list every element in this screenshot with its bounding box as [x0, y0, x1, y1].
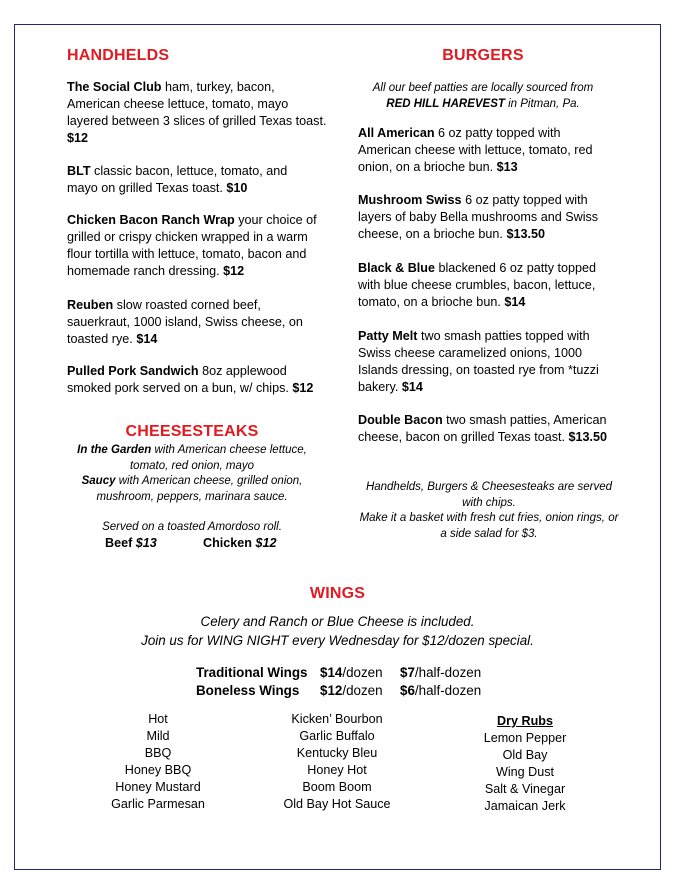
- flavor-item: Kentucky Bleu: [296, 746, 378, 760]
- menu-item-chicken-wrap: [67, 212, 317, 280]
- item-price: $12: [292, 381, 314, 395]
- flavor-item: Boom Boom: [302, 780, 372, 794]
- intro-rest: in Pitman, Pa.: [504, 97, 580, 110]
- chicken-label: Chicken: [203, 536, 256, 550]
- item-price: $14: [504, 295, 526, 309]
- flavor-column-1: [83, 711, 233, 813]
- half-price: $6: [400, 683, 415, 698]
- saucy-desc: with American cheese, grilled onion, mushroom, peppers, marinara sauce.: [96, 475, 303, 503]
- item-price: $10: [226, 181, 248, 195]
- menu-item-pulled-pork: [67, 363, 325, 397]
- chicken-price: $12: [255, 536, 277, 550]
- menu-item-social-club: [67, 79, 329, 147]
- item-price: $12: [67, 131, 89, 145]
- flavor-item: Honey Mustard: [115, 780, 201, 794]
- dozen-price: $12: [320, 683, 343, 698]
- item-desc: your choice of grilled or crispy chicken wrapped in a warm flour tortilla with lettuce, tomato, bacon and homemade ranch dressing.: [67, 213, 317, 278]
- item-desc: 6 oz patty topped with layers of baby Bella mushrooms and Swiss cheese, on a brioche bun.: [358, 193, 599, 241]
- garden-option: [67, 443, 317, 474]
- flavor-column-2: [262, 711, 412, 813]
- item-name: All American: [358, 126, 435, 140]
- menu-item-reuben: [67, 297, 319, 348]
- intro-line: All our beef patties are locally sourced from: [372, 82, 594, 94]
- dry-rubs-heading: Dry Rubs: [497, 714, 553, 728]
- half-unit: /half-dozen: [414, 665, 482, 680]
- boneless-wings-row: [196, 683, 299, 698]
- half-price: $7: [400, 665, 415, 680]
- item-desc: 6 oz patty topped with American cheese with lettuce, tomato, red onion, on a brioche bun.: [358, 126, 593, 174]
- cheesesteaks-title: CHEESESTEAKS: [125, 423, 259, 440]
- flavor-item: Honey BBQ: [124, 763, 192, 777]
- flavor-item: Lemon Pepper: [483, 731, 567, 745]
- item-price: $14: [401, 380, 423, 394]
- item-desc: classic bacon, lettuce, tomato, and mayo on grilled Texas toast.: [67, 164, 288, 195]
- menu-item-mushroom-swiss: [358, 192, 610, 243]
- handhelds-title: HANDHELDS: [67, 47, 170, 64]
- flavor-item: Mild: [146, 729, 170, 743]
- wing-type: Traditional Wings: [196, 665, 308, 680]
- item-name: BLT: [67, 164, 91, 178]
- saucy-name: Saucy: [81, 475, 116, 487]
- half-unit: /half-dozen: [414, 683, 482, 698]
- boneless-dozen: [320, 683, 383, 698]
- item-desc: slow roasted corned beef, sauerkraut, 1000 island, Swiss cheese, on toasted rye.: [67, 298, 303, 346]
- flavor-item: Garlic Parmesan: [111, 797, 205, 811]
- flavor-item: Jamaican Jerk: [484, 799, 566, 813]
- traditional-half: [400, 665, 481, 680]
- wings-title: WINGS: [309, 585, 366, 602]
- item-name: Patty Melt: [358, 329, 418, 343]
- dozen-price: $14: [320, 665, 343, 680]
- item-name: The Social Club: [67, 80, 162, 94]
- item-desc: two smash patties topped with Swiss cheese caramelized onions, 1000 Islands dressing, on toasted rye from *tuzzi bakery.: [358, 329, 599, 394]
- traditional-wings-row: [196, 665, 307, 680]
- traditional-dozen: [320, 665, 383, 680]
- garden-desc: with American cheese lettuce, tomato, red onion, mayo: [129, 444, 307, 472]
- served-with-note: [358, 480, 620, 542]
- beef-price: $13: [135, 536, 157, 550]
- cheesesteaks-options: [67, 443, 317, 505]
- garden-name: In the Garden: [77, 444, 152, 456]
- flavor-column-dry-rubs: [450, 713, 600, 815]
- flavor-item: Old Bay: [502, 748, 548, 762]
- flavor-item: Honey Hot: [307, 763, 367, 777]
- item-desc: 8oz applewood smoked pork served on a bun, w/ chips.: [67, 364, 293, 395]
- item-name: Mushroom Swiss: [358, 193, 462, 207]
- beef-price-line: [105, 535, 157, 552]
- item-price: $14: [136, 332, 158, 346]
- note-line: Handhelds, Burgers & Cheesesteaks are served with chips.: [365, 481, 613, 509]
- dozen-unit: /dozen: [342, 683, 383, 698]
- beef-label: Beef: [105, 536, 136, 550]
- flavor-item: Garlic Buffalo: [299, 729, 375, 743]
- wings-line: Join us for WING NIGHT every Wednesday for $12/dozen special.: [141, 633, 534, 648]
- item-desc: blackened 6 oz patty topped with blue cheese crumbles, bacon, lettuce, tomato, on a brioche bun.: [358, 261, 597, 309]
- intro-line-2: [358, 97, 608, 113]
- item-name: Pulled Pork Sandwich: [67, 364, 199, 378]
- note-line: Make it a basket with fresh cut fries, onion rings, or a side salad for $3.: [359, 512, 619, 540]
- item-name: Double Bacon: [358, 413, 443, 427]
- saucy-option: [67, 474, 317, 505]
- flavor-item: Salt & Vinegar: [484, 782, 566, 796]
- burgers-title: BURGERS: [442, 47, 524, 64]
- item-name: Black & Blue: [358, 261, 435, 275]
- menu-item-double-bacon: [358, 412, 610, 446]
- item-desc: ham, turkey, bacon, American cheese lettuce, tomato, mayo layered between 3 slices of grilled Texas toast.: [67, 80, 327, 128]
- wing-type: Boneless Wings: [196, 683, 300, 698]
- dozen-unit: /dozen: [342, 665, 383, 680]
- menu-item-patty-melt: [358, 328, 610, 396]
- item-desc: two smash patties, American cheese, bacon on grilled Texas toast.: [358, 413, 607, 444]
- wings-intro: [0, 612, 675, 650]
- item-price: $13: [496, 160, 518, 174]
- chicken-price-line: [203, 535, 277, 552]
- flavor-item: Hot: [148, 712, 168, 726]
- burgers-intro: [358, 81, 608, 112]
- item-name: Reuben: [67, 298, 114, 312]
- menu-item-black-blue: [358, 260, 610, 311]
- flavor-item: Kicken’ Bourbon: [291, 712, 383, 726]
- flavor-item: Old Bay Hot Sauce: [283, 797, 391, 811]
- item-price: $13.50: [506, 227, 545, 241]
- item-name: Chicken Bacon Ranch Wrap: [67, 213, 235, 227]
- flavor-item: Wing Dust: [495, 765, 555, 779]
- menu-item-all-american: [358, 125, 610, 176]
- wings-line: Celery and Ranch or Blue Cheese is included.: [200, 614, 475, 629]
- farm-name: RED HILL HAREVEST: [386, 97, 505, 110]
- served-note: Served on a toasted Amordoso roll.: [102, 521, 282, 533]
- boneless-half: [400, 683, 481, 698]
- item-price: $13.50: [568, 430, 608, 444]
- item-price: $12: [223, 264, 245, 278]
- flavor-item: BBQ: [144, 746, 172, 760]
- menu-item-blt: [67, 163, 305, 197]
